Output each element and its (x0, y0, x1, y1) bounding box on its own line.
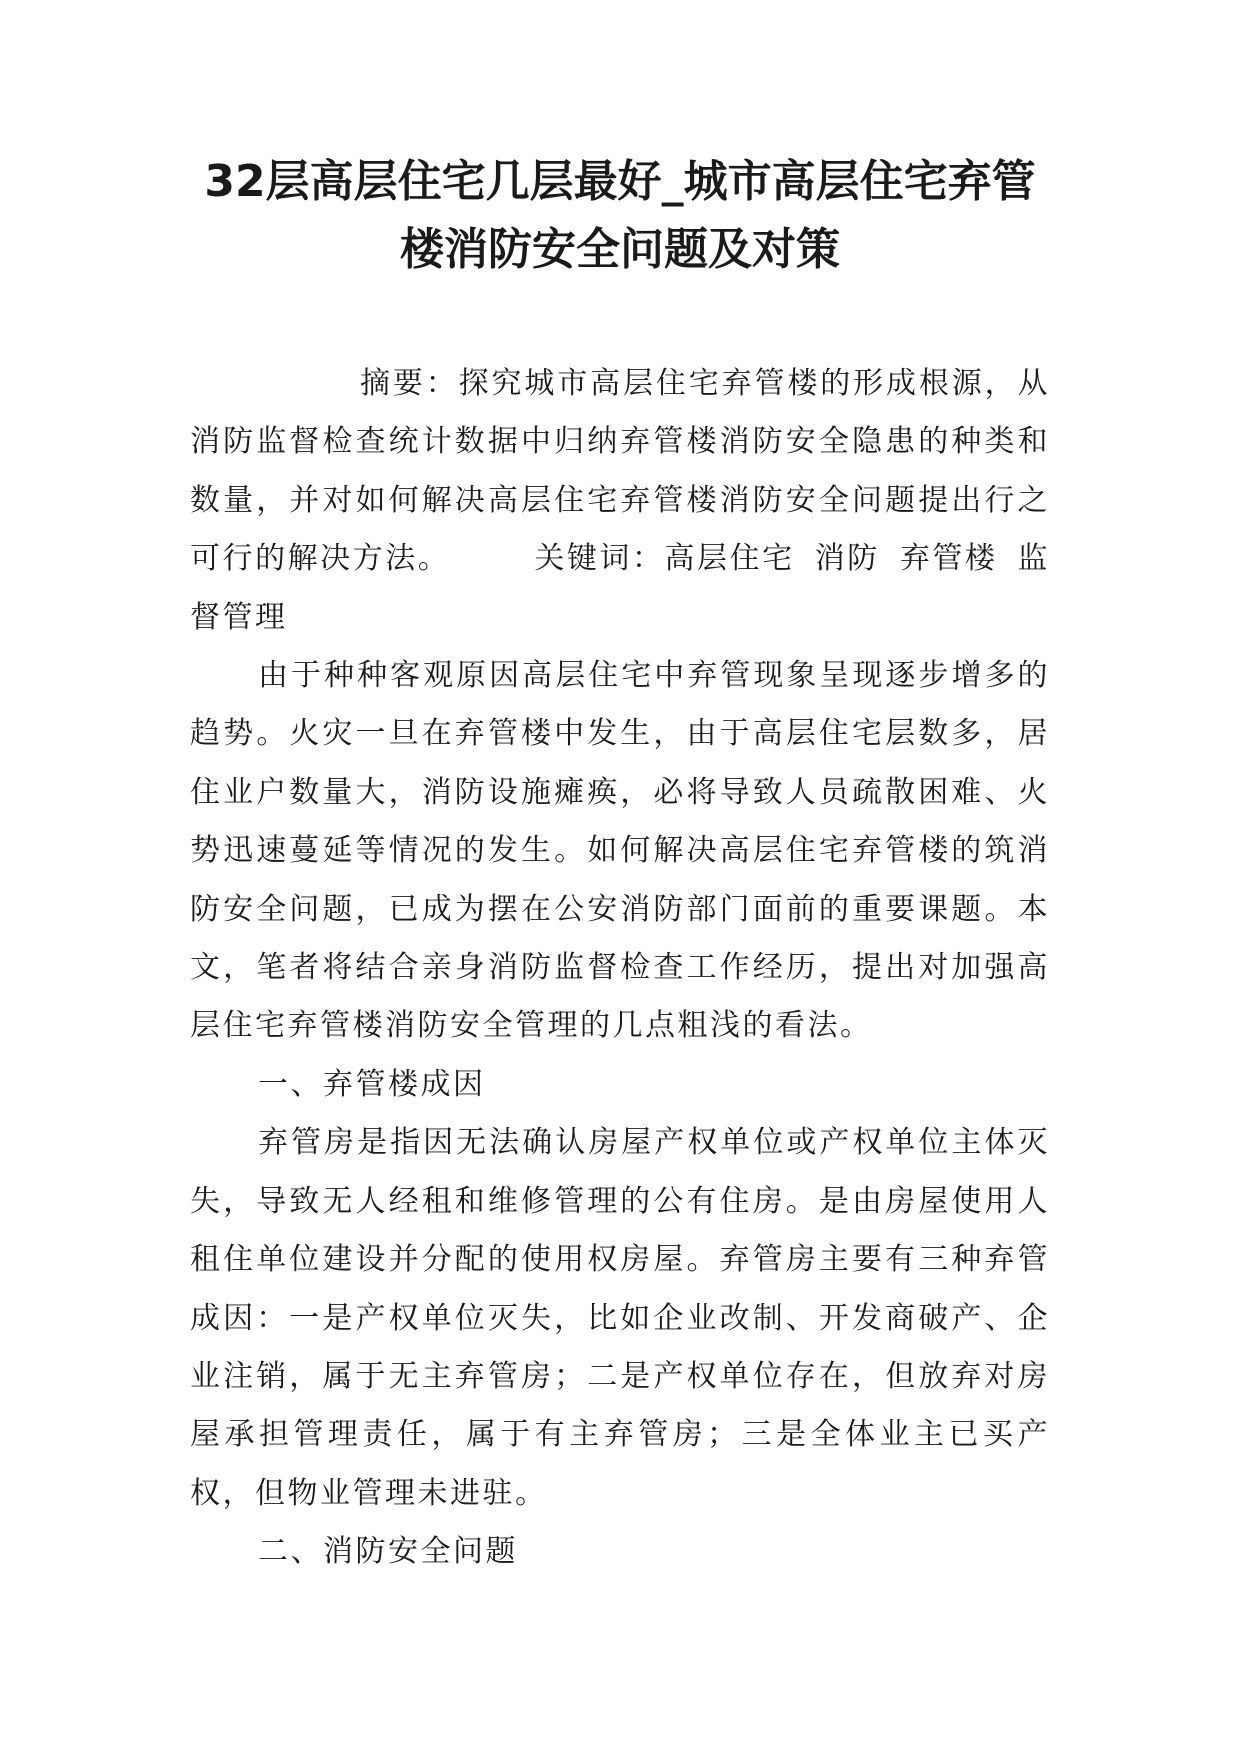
keyword-2: 消防 (814, 541, 880, 577)
section-1-heading: 一、弃管楼成因 (258, 1066, 486, 1102)
keyword-3: 弃管楼 (899, 541, 998, 577)
keyword-4: 监督管理 (190, 541, 1051, 635)
document-title (160, 148, 1080, 284)
abstract-text: 摘要：探究城市高层住宅弃管楼的形成根源，从消防监督检查统计数据中归纳弃管楼消防安全隐患的种类和数量，并对如何解决高层住宅弃管楼消防安全问题提出行之可行的解决方法。 (190, 366, 1050, 577)
keywords-label: 关键词： (534, 541, 665, 577)
document-body (190, 355, 1050, 1582)
abstract-paragraph (190, 355, 1050, 647)
title-line-1: 32层高层住宅几层最好_城市高层住宅弃管 (204, 156, 1036, 207)
intro-paragraph: 由于种种客观原因高层住宅中弃管现象呈现逐步增多的趋势。火灾一旦在弃管楼中发生，由于高层住宅层数多，居住业户数量大，消防设施瘫痪，必将导致人员疏散困难、火势迅速蔓延等情况的发生。如何解决高层住宅弃管楼的筑消防安全问题，已成为摆在公安消防部门面前的重要课题。本文，笔者将结合亲身消防监督检查工作经历，提出对加强高层住宅弃管楼消防安全管理的几点粗浅的看法。 (190, 658, 1050, 1044)
title-line-2: 楼消防安全问题及对策 (400, 224, 840, 275)
keyword-1: 高层住宅 (664, 541, 795, 577)
section-1-paragraph: 弃管房是指因无法确认房屋产权单位或产权单位主体灭失，导致无人经租和维修管理的公有住房。是由房屋使用人租住单位建设并分配的使用权房屋。弃管房主要有三种弃管成因：一是产权单位灭失，比如企业改制、开发商破产、企业注销，属于无主弃管房；二是产权单位存在，但放弃对房屋承担管理责任，属于有主弃管房；三是全体业主已买产权，但物业管理未进驻。 (190, 1125, 1050, 1511)
section-2-heading: 二、消防安全问题 (258, 1534, 518, 1570)
